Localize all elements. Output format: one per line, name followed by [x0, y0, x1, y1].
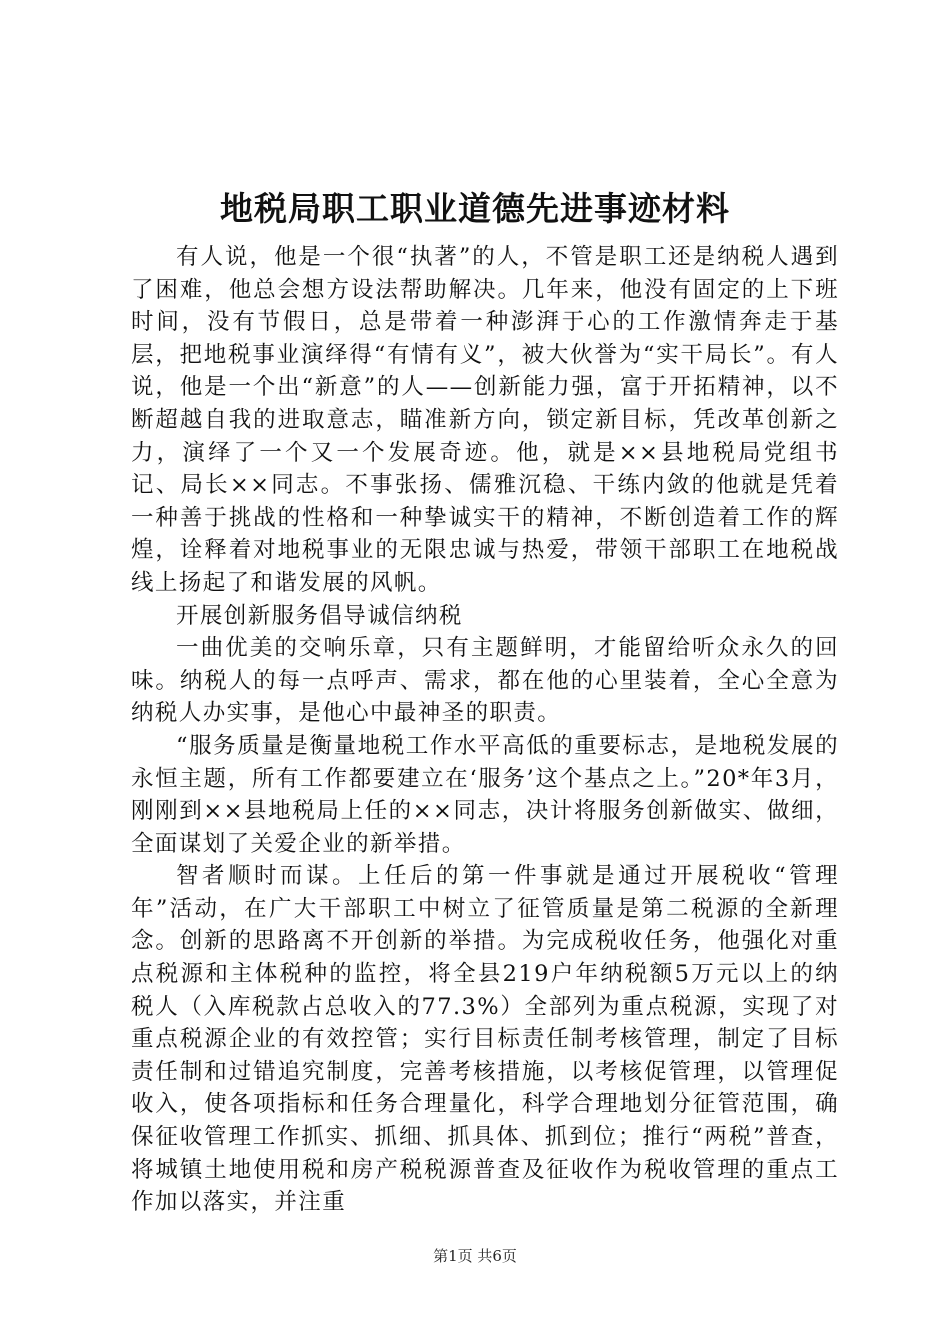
paragraph-service-quality: “服务质量是衡量地税工作水平高低的重要标志，是地税发展的永恒主题，所有工作都要建立在‘服务’这个基点之上。”20*年3月，刚刚到××县地税局上任的××同志，决计将服务创新做实、做细，全面谋划了关爱企业的新举措。: [131, 732, 839, 857]
section-heading: 开展创新服务倡导诚信纳税: [176, 602, 463, 629]
document-body: [131, 241, 839, 1219]
page-number-footer: 第1页 共6页: [433, 1247, 517, 1265]
paragraph-management-year: 智者顺时而谋。上任后的第一件事就是通过开展税收“管理年”活动，在广大干部职工中树立了征管质量是第二税源的全新理念。创新的思路离不开创新的举措。为完成税收任务，他强化对重点税源和主体税种的监控，将全县219户年纳税额5万元以上的纳税人（入库税款占总收入的77.3%）全部列为重点税源，实现了对重点税源企业的有效控管；实行目标责任制考核管理，制定了目标责任制和过错追究制度，完善考核措施，以考核促管理，以管理促收入，使各项指标和任务合理量化，科学合理地划分征管范围，确保征收管理工作抓实、抓细、抓具体、抓到位；推行“两税”普查，将城镇土地使用税和房产税税源普查及征收作为税收管理的重点工作加以落实，并注重: [131, 863, 839, 1216]
paragraph-intro: 有人说，他是一个很“执著”的人，不管是职工还是纳税人遇到了困难，他总会想方设法帮助解决。几年来，他没有固定的上下班时间，没有节假日，总是带着一种澎湃于心的工作激情奔走于基层，把地税事业演绎得“有情有义”，被大伙誉为“实干局长”。有人说，他是一个出“新意”的人——创新能力强，富于开拓精神，以不断超越自我的进取意志，瞄准新方向，锁定新目标，凭改革创新之力，演绎了一个又一个发展奇迹。他，就是××县地税局党组书记、局长××同志。不事张扬、儒雅沉稳、干练内敛的他就是凭着一种善于挑战的性格和一种挚诚实干的精神，不断创造着工作的辉煌，诠释着对地税事业的无限忠诚与热爱，带领干部职工在地税战线上扬起了和谐发展的风帆。: [131, 244, 839, 596]
paragraph-symphony: 一曲优美的交响乐章，只有主题鲜明，才能留给听众永久的回味。纳税人的每一点呼声、需求，都在他的心里装着，全心全意为纳税人办实事，是他心中最神圣的职责。: [131, 635, 839, 727]
document-title: 地税局职工职业道德先进事迹材料: [220, 189, 730, 228]
